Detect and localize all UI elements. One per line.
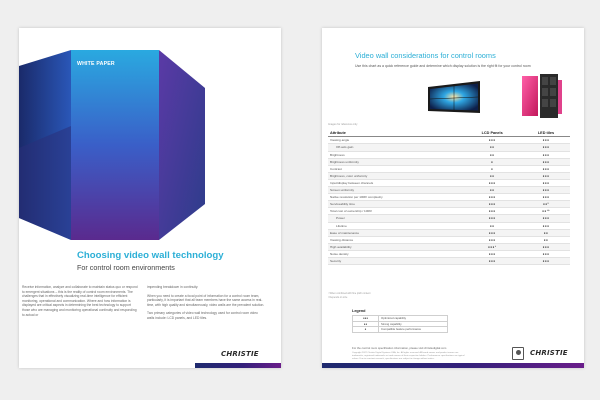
cell-led-rating: ●●● (522, 179, 570, 186)
legend-symbol: ●● (353, 321, 379, 327)
cell-attribute: Lifetime (328, 222, 462, 229)
table-row (328, 250, 570, 257)
cell-lcd-rating: ●● (462, 151, 522, 158)
lcd-panel-image (426, 81, 482, 117)
table-row (328, 257, 570, 264)
cell-attribute: Input/display between channels (328, 179, 462, 186)
table-row (328, 194, 570, 201)
page-title: Choosing video wall technology (77, 250, 224, 261)
cell-led-rating: ●●● (522, 215, 570, 222)
cell-led-rating: ●●● (522, 144, 570, 151)
legend-symbol: ● (353, 327, 379, 333)
legend-label: Strong capability (379, 321, 448, 327)
cell-lcd-rating: ●●● (462, 236, 522, 243)
image-caption: Images for reference only (328, 123, 358, 126)
table-row (328, 222, 570, 229)
table-row (328, 151, 570, 158)
cell-lcd-rating: ●●● (462, 257, 522, 264)
cell-attribute: Off-axis gain (328, 144, 462, 151)
header-led: LED tiles (522, 130, 570, 137)
cell-lcd-rating: ●●● (462, 215, 522, 222)
table-row (328, 144, 570, 151)
body-column-2 (147, 285, 265, 325)
cell-lcd-rating: ●●● (462, 194, 522, 201)
paragraph: impending breakdown in continuity. (147, 285, 199, 289)
comparison-title: Video wall considerations for control rooms (355, 51, 496, 60)
cell-attribute: Brightness uniformity (328, 158, 462, 165)
cell-lcd-rating: ● (462, 165, 522, 172)
cell-led-rating: ●●² (522, 201, 570, 208)
left-page (19, 28, 281, 368)
cover-gradient-art (19, 28, 281, 278)
led-tiles-image (520, 74, 564, 120)
table-row (328, 187, 570, 194)
cell-attribute: Contrast (328, 165, 462, 172)
cell-lcd-rating: ●● (462, 144, 522, 151)
cell-attribute: Power (328, 215, 462, 222)
cell-attribute: Noise density (328, 250, 462, 257)
cell-lcd-rating: ● (462, 158, 522, 165)
cell-lcd-rating: ●●● (462, 201, 522, 208)
cell-attribute: Native resolution per 100ft² complexity (328, 194, 462, 201)
cell-attribute: Total cost of ownership / 100ft² (328, 208, 462, 215)
footnote: ¹ When combined with fine pitch content (328, 292, 371, 295)
table-header-row (328, 130, 570, 137)
cell-attribute: Brightness (328, 151, 462, 158)
paragraph: Two primary categories of video wall technology used for control room video walls include: LCD panels, and LED tiles. (147, 311, 258, 320)
comparison-table (328, 130, 570, 265)
table-row (328, 165, 570, 172)
cell-attribute: Screen uniformity (328, 187, 462, 194)
paragraph: When you need to create a focal point of information for a control room team, particularly, it is important that all team members have the same access in real-time, with high quality and simultaneously, video walls are the prevalent solution. (147, 293, 265, 307)
cell-led-rating: ●●● (522, 158, 570, 165)
cell-led-rating: ●●● (522, 137, 570, 144)
table-row (328, 215, 570, 222)
header-lcd: LCD Panels (462, 130, 522, 137)
cell-led-rating: ●●● (522, 187, 570, 194)
page-subtitle: For control room environments (77, 263, 175, 272)
cell-led-rating: ●●● (522, 194, 570, 201)
cell-led-rating: ●● (522, 229, 570, 236)
cell-lcd-rating: ●● (462, 222, 522, 229)
cell-lcd-rating: ●●● (462, 208, 522, 215)
cell-lcd-rating: ●●●¹ (462, 243, 522, 250)
cell-lcd-rating: ●●● (462, 229, 522, 236)
footer-gradient-bar (195, 363, 281, 368)
comparison-table-body (328, 137, 570, 265)
contact-line: For the control room specification information, please visit christiedigital.com (352, 346, 447, 350)
table-row (328, 229, 570, 236)
christie-logo: CHRISTIE (530, 349, 568, 357)
footer-gradient-bar (322, 363, 584, 368)
table-row (328, 137, 570, 144)
paragraph: Receive information, analyze and collaborate to maintain status quo or respond to emergent situations – this is the reality of control room environments. The challenges that in effectively visualizing real-time intelligence for efficient monitoring, operational and communication. Where and how information is displayed are critical aspects in determining the best technology to support those who are managing and monitoring operational continuity and responding to actual or (22, 285, 138, 317)
certification-badge-icon (512, 347, 524, 360)
legal-text: Copyright 2022 Christie Digital Systems USA, Inc. All rights reserved. All brand names and product names are trademarks, registered trademarks or trade names of their respective holders. Performance specifications are typical values. Due to constant research, specifications are subject to change without notice. (352, 352, 465, 360)
legend-row (353, 327, 448, 333)
legend-title: Legend (352, 309, 366, 313)
footnote: ² Depends on size (328, 295, 348, 299)
header-attribute: Attribute (328, 130, 462, 137)
cell-attribute: Ease of maintenance (328, 229, 462, 236)
table-row (328, 236, 570, 243)
cell-attribute: Viewing angle (328, 137, 462, 144)
cell-lcd-rating: ●●● (462, 179, 522, 186)
cell-led-rating: ●● (522, 236, 570, 243)
cell-attribute: Security (328, 257, 462, 264)
table-row (328, 208, 570, 215)
table-row (328, 243, 570, 250)
body-column-1 (22, 285, 139, 321)
cell-attribute: Brightness, color uniformity (328, 172, 462, 179)
cell-led-rating: ●●● (522, 257, 570, 264)
cell-attribute: Serviceability time (328, 201, 462, 208)
white-paper-label: WHITE PAPER (77, 61, 115, 67)
cell-lcd-rating: ●● (462, 187, 522, 194)
cell-led-rating: ●●● (522, 165, 570, 172)
cell-attribute: High availability (328, 243, 462, 250)
cell-led-rating: ●●● (522, 243, 570, 250)
comparison-intro: Use this chart as a quick reference guide and determine which display solution is the right fit for your control room (355, 64, 531, 68)
cell-led-rating: ●●¹⁰ (522, 208, 570, 215)
table-row (328, 158, 570, 165)
christie-logo: CHRISTIE (221, 350, 259, 358)
table-row (328, 179, 570, 186)
cell-led-rating: ●●● (522, 250, 570, 257)
cell-lcd-rating: ●●● (462, 250, 522, 257)
cell-attribute: Viewing distance (328, 236, 462, 243)
cell-lcd-rating: ●●● (462, 137, 522, 144)
legend-table (352, 315, 448, 333)
table-row (328, 201, 570, 208)
cell-led-rating: ●●● (522, 151, 570, 158)
cell-lcd-rating: ●● (462, 172, 522, 179)
table-footnotes (328, 292, 370, 299)
legend-label: Compatible feature performance (379, 327, 448, 333)
cell-led-rating: ●●● (522, 222, 570, 229)
legend-label: Optimized capability (379, 316, 448, 322)
table-row (328, 172, 570, 179)
legend-symbol: ●●● (353, 316, 379, 322)
cell-led-rating: ●●● (522, 172, 570, 179)
right-page (322, 28, 584, 368)
